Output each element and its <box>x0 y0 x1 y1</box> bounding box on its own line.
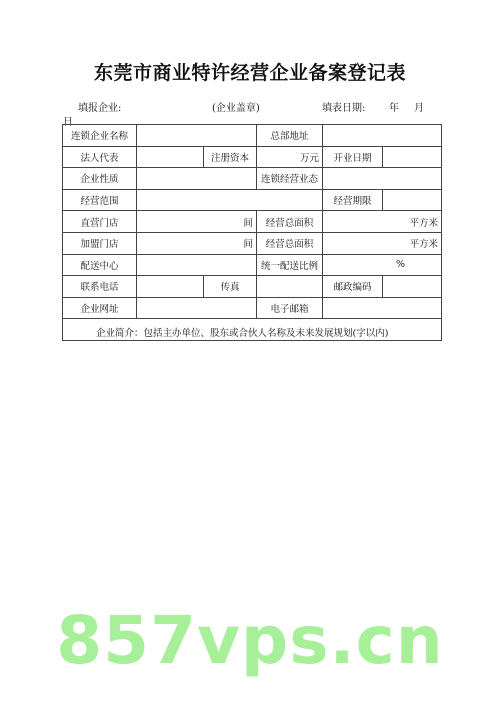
open-date-field[interactable] <box>383 146 442 168</box>
open-date-label: 开业日期 <box>323 146 383 168</box>
watermark-text: 857vps.cn <box>56 602 444 679</box>
chain-format-field[interactable] <box>323 168 442 190</box>
intro-field[interactable] <box>63 319 442 341</box>
email-label: 电子邮箱 <box>257 297 323 319</box>
month-label: 月 <box>414 103 424 114</box>
reg-capital-field[interactable]: 万元 <box>257 146 323 168</box>
website-field[interactable] <box>137 297 257 319</box>
table-row <box>63 254 442 276</box>
franchise-stores-field[interactable]: 间 <box>137 232 257 254</box>
chain-name-field[interactable] <box>137 125 257 147</box>
direct-stores-label: 直营门店 <box>63 211 137 233</box>
intro-label: 企业简介：包括主办单位、股东或合伙人名称及未来发展规划(字以内) <box>96 328 389 340</box>
chain-name-label: 连锁企业名称 <box>63 125 137 147</box>
reg-capital-label: 注册资本 <box>204 146 257 168</box>
fax-label: 传真 <box>204 276 257 298</box>
nature-label: 企业性质 <box>63 168 137 190</box>
day-label: 日 <box>63 117 73 128</box>
table-row <box>63 125 442 147</box>
distribution-center-label: 配送中心 <box>63 254 137 276</box>
fax-field[interactable] <box>257 276 323 298</box>
direct-stores-field[interactable]: 间 <box>137 211 257 233</box>
email-field[interactable] <box>323 297 442 319</box>
registration-form-table <box>62 124 442 341</box>
nature-field[interactable] <box>137 168 257 190</box>
table-row <box>63 211 442 233</box>
form-title: 东莞市商业特许经营企业备案登记表 <box>93 62 406 84</box>
postcode-field[interactable] <box>383 276 442 298</box>
unified-ratio-label: 统一配送比例 <box>257 254 323 276</box>
table-row <box>63 146 442 168</box>
table-row <box>63 189 442 211</box>
website-label: 企业网址 <box>63 297 137 319</box>
hq-address-field[interactable] <box>323 125 442 147</box>
term-label: 经营期限 <box>323 189 383 211</box>
direct-area-field[interactable]: 平方米 <box>323 211 442 233</box>
table-row <box>63 276 442 298</box>
legal-rep-field[interactable] <box>137 146 204 168</box>
seal-label: (企业盖章) <box>212 103 260 114</box>
table-row <box>63 319 442 341</box>
franchise-stores-label: 加盟门店 <box>63 232 137 254</box>
phone-field[interactable] <box>137 276 204 298</box>
postcode-label: 邮政编码 <box>323 276 383 298</box>
table-row <box>63 297 442 319</box>
year-label: 年 <box>389 103 399 114</box>
scope-label: 经营范围 <box>63 189 137 211</box>
legal-rep-label: 法人代表 <box>63 146 137 168</box>
filler-label: 填报企业: <box>78 103 122 114</box>
direct-area-label: 经营总面积 <box>257 211 323 233</box>
table-row <box>63 168 442 190</box>
franchise-area-label: 经营总面积 <box>257 232 323 254</box>
phone-label: 联系电话 <box>63 276 137 298</box>
hq-address-label: 总部地址 <box>257 125 323 147</box>
chain-format-label: 连锁经营业态 <box>257 168 323 190</box>
table-row <box>63 232 442 254</box>
scope-field[interactable] <box>137 189 323 211</box>
unified-ratio-field[interactable]: % <box>323 254 442 276</box>
date-label: 填表日期: <box>322 103 366 114</box>
franchise-area-field[interactable]: 平方米 <box>323 232 442 254</box>
distribution-center-field[interactable] <box>137 254 257 276</box>
term-field[interactable] <box>383 189 442 211</box>
